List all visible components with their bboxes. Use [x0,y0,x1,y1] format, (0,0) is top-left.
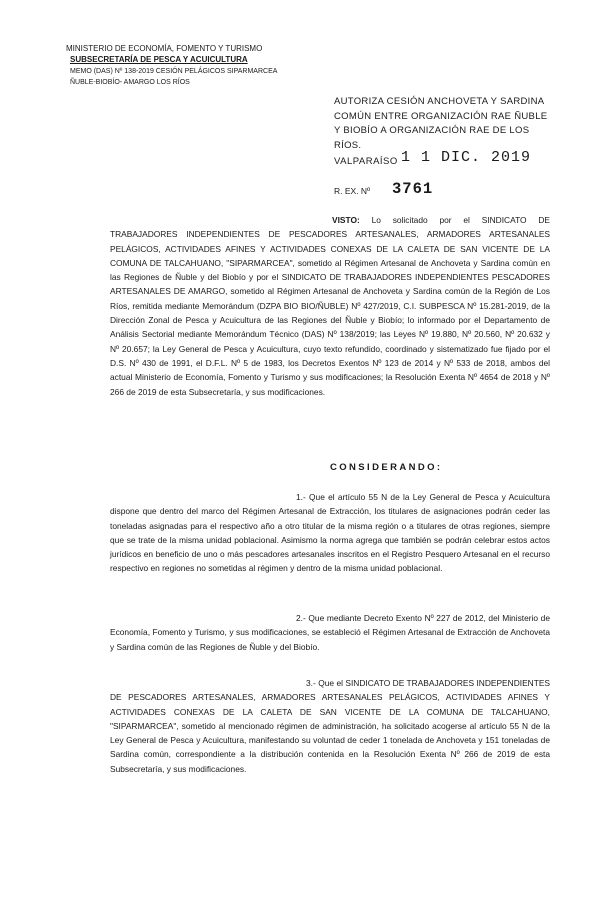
visto-paragraph [110,213,550,399]
ministry-name: MINISTERIO DE ECONOMÍA, FOMENTO Y TURISMO [66,44,263,53]
memo-reference: MEMO (DAS) Nº 138-2019 CESIÓN PELÁGICOS SIPARMARCEA [70,68,278,75]
considerando-1 [110,490,550,576]
subsecretaria-name: SUBSECRETARÍA DE PESCA Y ACUICULTURA [70,55,248,64]
visto-text: Lo solicitado por el SINDICATO DE TRABAJADORES INDEPENDIENTES DE PESCADORES ARTESANALES, ARMADORES ARTESANALES PELÁGICOS, ACTIVIDADES AFINES Y ACTIVIDADES CONEXAS DE LA CALETA DE SAN VICENTE DE LA COMUNA DE TALCAHUANO, "SIPARMARCEA", sometido al Régimen Artesanal de Anchoveta y Sardina común en las Regiones de Ñuble y del Biobío y por el SINDICATO DE TRABAJADORES INDEPENDIENTES PESCADORES ARTESANALES DE AMARGO, sometido al Régimen Artesanal de Anchoveta y Sardina común de la Región de Los Ríos, remitida mediante Memorándum (DZPA BIO BIO/ÑUBLE) Nº 427/2019, C.I. SUBPESCA Nº 15.281-2019, de la Dirección Zonal de Pesca y Acuicultura de las Regiones del Ñuble y Biobío; lo informado por el Departamento de Análisis Sectorial mediante Memorándum Técnico (DAS) Nº 138/2019; las Leyes Nº 19.880, Nº 20.560, Nº 20.632 y Nº 20.657; la Ley General de Pesca y Acuicultura, cuyo texto refundido, coordinado y sistematizado fue fijado por el D.S. Nº 430 de 1991, el D.F.L. Nº 5 de 1983, los Decretos Exentos Nº 123 de 2014 y Nº 533 de 2018, ambos del actual Ministerio de Economía, Fomento y Turismo y sus modificaciones; la Resolución Exenta Nº 4654 de 2018 y Nº 266 de 2019 de esta Subsecretaría, y sus modificaciones. [110,215,550,397]
visto-label: VISTO: [332,215,360,225]
considerando-1-text: 1.- Que el artículo 55 N de la Ley General de Pesca y Acuicultura dispone que dentro del marco del Régimen Artesanal de Extracción, los titulares de asignaciones podrán ceder las toneladas asignadas para el respectivo año a otro titular de la misma región o a titulares de otras regiones, siempre que se trate de la misma unidad poblacional. Asimismo la norma agrega que también se podrán celebrar estos actos jurídicos en beneficio de uno o más pescadores artesanales inscritos en el Registro Pesquero Artesanal en el recurso respectivo en regiones no sometidas al régimen y dentro de la misma unidad poblacional. [110,492,550,574]
place: VALPARAÍSO [334,156,398,167]
considerando-3 [110,676,550,776]
resolution-date: 1 1 DIC. 2019 [401,149,532,166]
resolution-title: AUTORIZA CESIÓN ANCHOVETA Y SARDINA COMÚN ENTRE ORGANIZACIÓN RAE ÑUBLE Y BIOBÍO A ORGANIZACIÓN RAE DE LOS RÍOS. [334,96,548,151]
region-reference: ÑUBLE-BIOBÍO- AMARGO LOS RÍOS [70,79,190,86]
rex-number: 3761 [392,180,434,198]
rex-label: R. EX. Nº [334,186,371,196]
considerando-2 [110,611,550,654]
considerando-3-text: 3.- Que el SINDICATO DE TRABAJADORES INDEPENDIENTES DE PESCADORES ARTESANALES, ARMADORES ARTESANALES PELÁGICOS, ACTIVIDADES AFINES Y ACTIVIDADES CONEXAS DE LA CALETA DE SAN VICENTE DE LA COMUNA DE TALCAHUANO, "SIPARMARCEA", sometido al mencionado régimen de administración, ha solicitado acogerse al artículo 55 N de la Ley General de Pesca y Acuicultura, manifestando su voluntad de ceder 1 tonelada de Anchoveta y 151 toneladas de Sardina común, correspondiente a la distribución contenida en la Resolución Exenta Nº 266 de 2019 de esta Subsecretaría, y sus modificaciones. [110,678,550,774]
considerando-2-text: 2.- Que mediante Decreto Exento Nº 227 de 2012, del Ministerio de Economía, Fomento y Turismo, y sus modificaciones, se estableció el Régimen Artesanal de Extracción de Anchoveta y Sardina común de las Regiones de Ñuble y del Biobío. [110,613,550,652]
considerando-heading: CONSIDERANDO: [330,462,443,473]
